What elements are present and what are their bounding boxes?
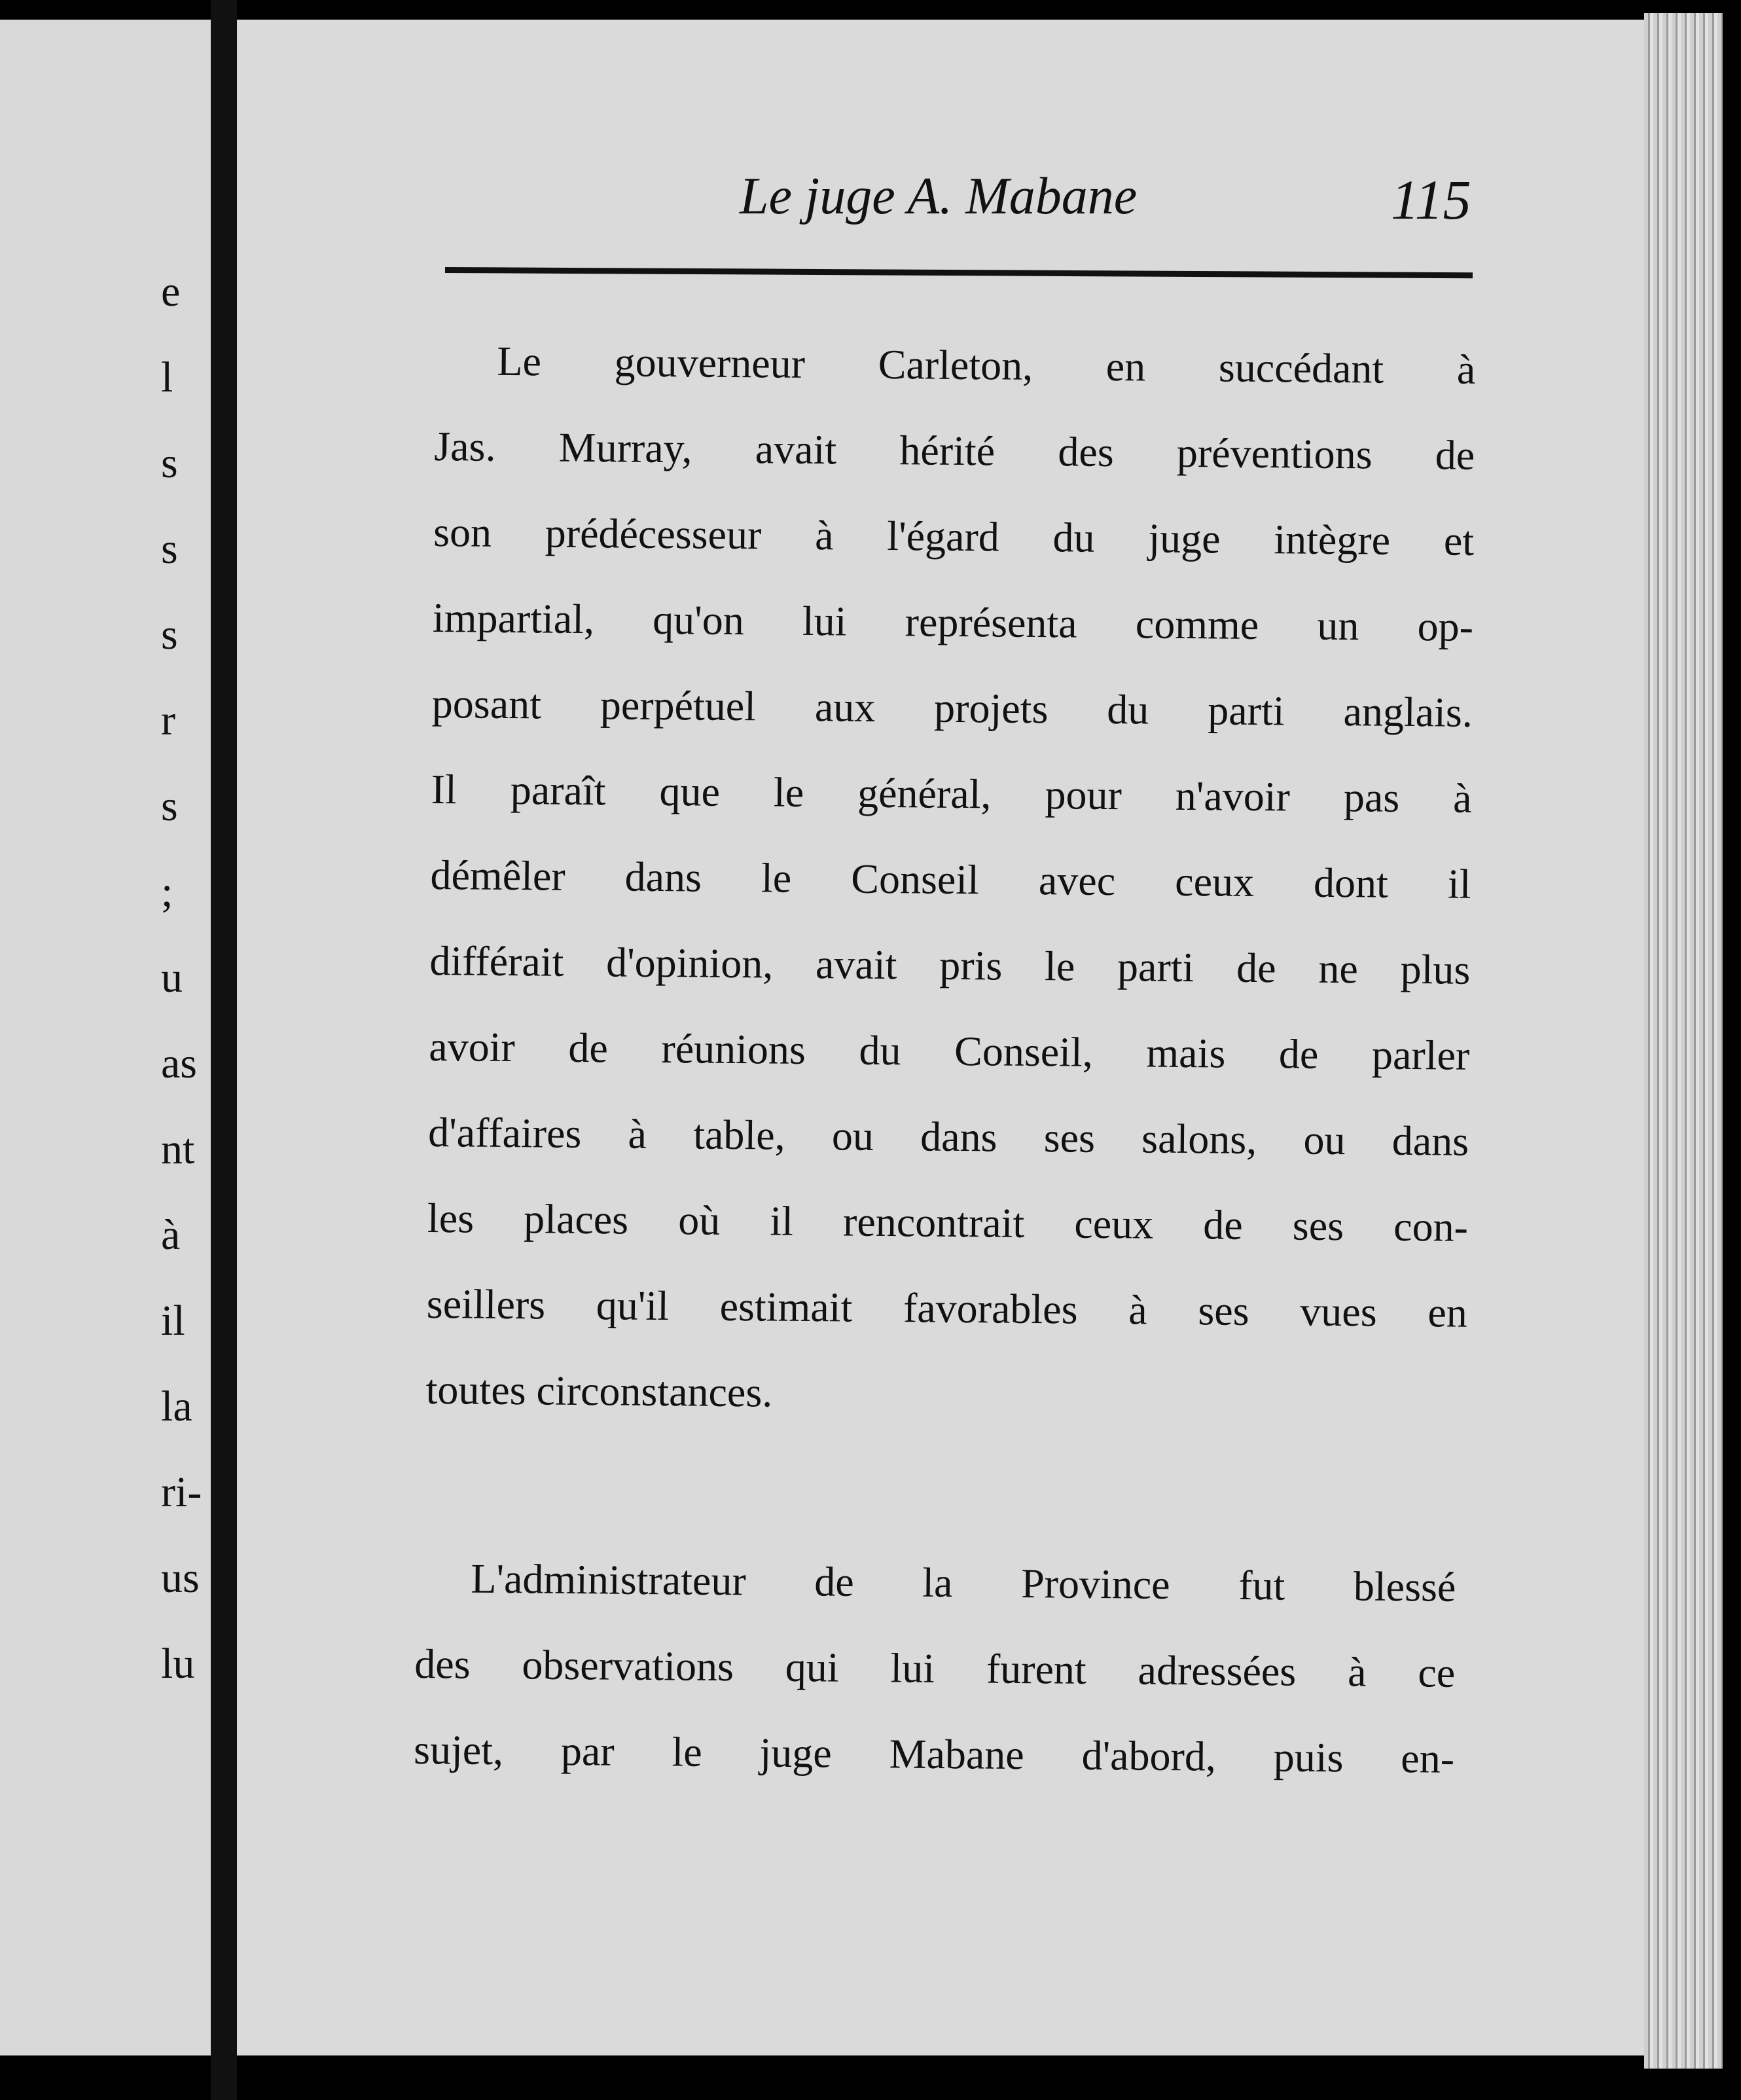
- left-page-fragment: u: [161, 954, 183, 1002]
- left-page-fragment: ;: [161, 868, 173, 916]
- text-line: seillers qu'il estimait favorables à ses vues en: [426, 1280, 1468, 1336]
- left-page-fragment: r: [161, 697, 175, 744]
- text-line: Le gouverneur Carleton, en succédant à: [497, 337, 1476, 393]
- text-line: toutes circonstances.: [425, 1366, 773, 1416]
- page-edges: [1644, 13, 1723, 2069]
- running-head: Le juge A. Mabane: [740, 168, 1138, 225]
- text-line: démêler dans le Conseil avec ceux dont il: [430, 851, 1471, 907]
- text-line: sujet, par le juge Mabane d'abord, puis en-: [413, 1726, 1455, 1782]
- paragraph-1: [425, 317, 1476, 1441]
- left-page-fragment: s: [161, 782, 178, 830]
- left-page-fragment: il: [161, 1297, 185, 1345]
- left-page-fragment: s: [161, 439, 178, 487]
- left-page-fragment: e: [161, 268, 181, 316]
- text-line: Jas. Murray, avait hérité des préventions de: [433, 422, 1475, 479]
- text-line: son prédécesseur à l'égard du juge intègre et: [433, 508, 1475, 564]
- left-page-fragment: lu: [161, 1640, 195, 1688]
- text-line: Il paraît que le général, pour n'avoir pas à: [431, 765, 1472, 822]
- text-line: différait d'opinion, avait pris le parti de ne plus: [429, 937, 1471, 993]
- text-line: les places où il rencontrait ceux de ses con-: [427, 1194, 1469, 1250]
- left-page-fragment: as: [161, 1040, 197, 1087]
- left-page-fragment: s: [161, 525, 178, 573]
- page-number: 115: [1391, 168, 1471, 231]
- left-page-text-fragments: [158, 249, 211, 1707]
- left-page-fragment: us: [161, 1554, 200, 1602]
- left-page: [0, 20, 211, 2055]
- left-page-fragment: à: [161, 1211, 181, 1259]
- text-line: avoir de réunions du Conseil, mais de parler: [428, 1023, 1470, 1079]
- text-line: d'affaires à table, ou dans ses salons, ou dans: [427, 1108, 1469, 1165]
- left-page-fragment: l: [161, 353, 173, 401]
- text-line: L'administrateur de la Province fut blessé: [471, 1555, 1456, 1610]
- text-line: posant perpétuel aux projets du parti anglais.: [431, 679, 1473, 736]
- paragraph-2: [414, 1535, 1456, 1801]
- left-page-fragment: s: [161, 611, 178, 659]
- left-page-fragment: nt: [161, 1125, 195, 1173]
- book-gutter: [211, 0, 237, 2100]
- text-line: des observations qui lui furent adressées à ce: [414, 1640, 1456, 1696]
- left-page-fragment: ri-: [161, 1468, 202, 1516]
- left-page-fragment: la: [161, 1383, 192, 1430]
- text-line: impartial, qu'on lui représenta comme un op-: [432, 594, 1474, 650]
